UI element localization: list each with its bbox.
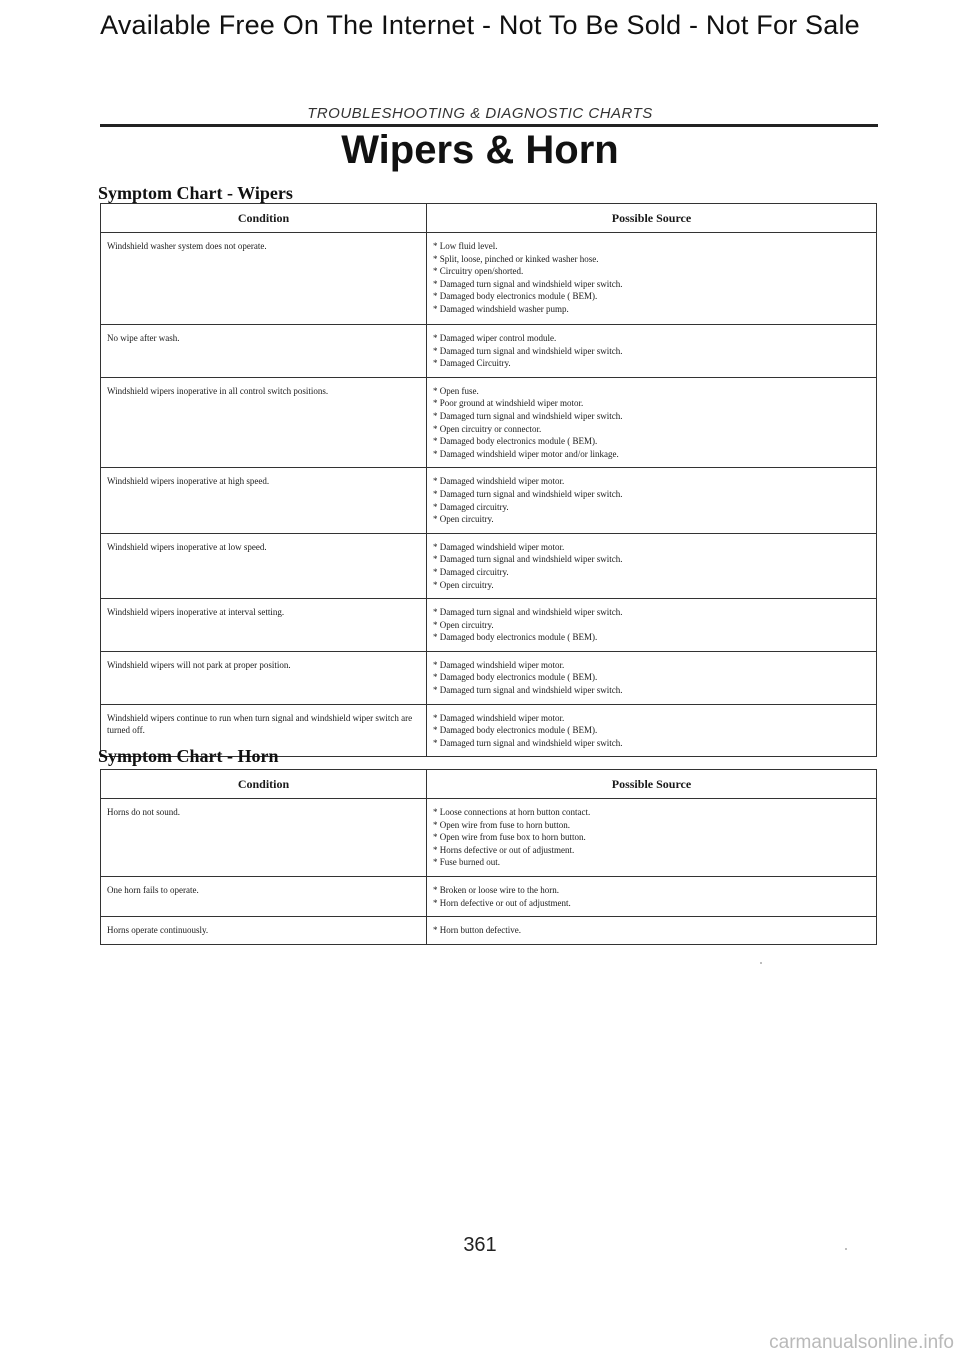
possible-source-cell [427, 377, 877, 468]
possible-source-cell [427, 799, 877, 877]
condition-cell: Horns operate continuously. [101, 917, 427, 945]
condition-cell: Windshield wipers inoperative at interval setting. [101, 599, 427, 652]
possible-source-cell [427, 917, 877, 945]
possible-source-cell [427, 651, 877, 704]
table-header-row [101, 204, 877, 233]
source-item: * Broken or loose wire to the horn. [433, 884, 559, 895]
table-row [101, 377, 877, 468]
source-item: * Split, loose, pinched or kinked washer hose. [433, 253, 599, 264]
scan-speck [845, 1248, 847, 1250]
condition-cell: Windshield wipers will not park at proper position. [101, 651, 427, 704]
table-row [101, 325, 877, 378]
distribution-banner: Available Free On The Internet - Not To Be Sold - Not For Sale [100, 10, 860, 40]
condition-cell: Windshield wipers inoperative at low speed. [101, 533, 427, 598]
source-item: * Damaged windshield wiper motor and/or linkage. [433, 448, 619, 459]
source-item: * Damaged turn signal and windshield wiper switch. [433, 607, 623, 618]
table-row [101, 917, 877, 945]
table-row [101, 468, 877, 533]
table-row [101, 599, 877, 652]
table-row [101, 533, 877, 598]
source-item: * Horn defective or out of adjustment. [433, 897, 571, 908]
column-header-condition: Condition [101, 770, 427, 799]
source-item: * Damaged circuitry. [433, 566, 509, 577]
table-header-row [101, 770, 877, 799]
source-item: * Damaged turn signal and windshield wiper switch. [433, 554, 623, 565]
column-header-condition: Condition [101, 204, 427, 233]
possible-source-cell [427, 599, 877, 652]
source-item: * Open circuitry. [433, 579, 494, 590]
condition-cell: Windshield washer system does not operate. [101, 233, 427, 325]
source-item: * Damaged turn signal and windshield wiper switch. [433, 410, 623, 421]
possible-source-cell [427, 233, 877, 325]
source-item: * Open circuitry. [433, 514, 494, 525]
possible-source-cell [427, 533, 877, 598]
condition-cell: Windshield wipers inoperative at high speed. [101, 468, 427, 533]
source-item: * Damaged windshield washer pump. [433, 303, 569, 314]
source-item: * Circuitry open/shorted. [433, 266, 524, 277]
wipers-symptom-table [100, 203, 877, 757]
column-header-possible-source: Possible Source [427, 770, 877, 799]
condition-cell: Windshield wipers inoperative in all control switch positions. [101, 377, 427, 468]
table-row [101, 233, 877, 325]
source-item: * Damaged wiper control module. [433, 333, 557, 343]
possible-source-cell [427, 876, 877, 916]
source-item: * Damaged turn signal and windshield wiper switch. [433, 685, 623, 696]
scan-speck [760, 962, 762, 964]
source-item: * Damaged windshield wiper motor. [433, 476, 565, 487]
source-item: * Damaged turn signal and windshield wiper switch. [433, 488, 623, 499]
possible-source-cell [427, 468, 877, 533]
table-row [101, 799, 877, 877]
column-header-possible-source: Possible Source [427, 204, 877, 233]
source-item: * Poor ground at windshield wiper motor. [433, 398, 584, 409]
source-item: * Damaged body electronics module ( BEM). [433, 672, 598, 683]
source-item: * Open wire from fuse box to horn button. [433, 832, 586, 843]
source-item: * Damaged turn signal and windshield wiper switch. [433, 278, 623, 289]
table-row [101, 876, 877, 916]
source-item: * Damaged Circuitry. [433, 358, 511, 369]
condition-cell: No wipe after wash. [101, 325, 427, 378]
source-item: * Damaged body electronics module ( BEM). [433, 436, 598, 447]
source-item: * Damaged turn signal and windshield wiper switch. [433, 345, 623, 356]
source-item: * Horns defective or out of adjustment. [433, 844, 575, 855]
source-item: * Damaged turn signal and windshield wiper switch. [433, 737, 623, 748]
condition-cell: Horns do not sound. [101, 799, 427, 877]
site-watermark: carmanualsonline.info [769, 1332, 954, 1353]
horn-chart-heading: Symptom Chart - Horn [98, 746, 279, 766]
source-item: * Damaged body electronics module ( BEM). [433, 725, 598, 736]
source-item: * Damaged body electronics module ( BEM). [433, 632, 598, 643]
source-item: * Low fluid level. [433, 241, 498, 251]
source-item: * Open fuse. [433, 385, 479, 396]
possible-source-cell [427, 704, 877, 757]
running-head: TROUBLESHOOTING & DIAGNOSTIC CHARTS [307, 105, 653, 122]
wipers-chart-heading: Symptom Chart - Wipers [98, 183, 293, 203]
source-item: * Damaged body electronics module ( BEM). [433, 291, 598, 302]
source-item: * Damaged windshield wiper motor. [433, 659, 565, 670]
table-row [101, 651, 877, 704]
source-item: * Loose connections at horn button contact. [433, 807, 591, 817]
page-number: 361 [463, 1234, 497, 1256]
horn-symptom-table [100, 769, 877, 945]
header-rule [100, 124, 878, 127]
source-item: * Damaged circuitry. [433, 501, 509, 512]
source-item: * Open circuitry. [433, 619, 494, 630]
condition-cell: One horn fails to operate. [101, 876, 427, 916]
source-item: * Open circuitry or connector. [433, 423, 542, 434]
source-item: * Fuse burned out. [433, 857, 500, 868]
source-item: * Damaged windshield wiper motor. [433, 541, 565, 552]
source-item: * Damaged windshield wiper motor. [433, 712, 565, 723]
source-item: * Horn button defective. [433, 925, 521, 936]
possible-source-cell [427, 325, 877, 378]
condition-cell: Windshield wipers continue to run when turn signal and windshield wiper switch are turned off. [101, 704, 427, 757]
page-title: Wipers & Horn [341, 128, 619, 172]
source-item: * Open wire from fuse to horn button. [433, 819, 570, 830]
